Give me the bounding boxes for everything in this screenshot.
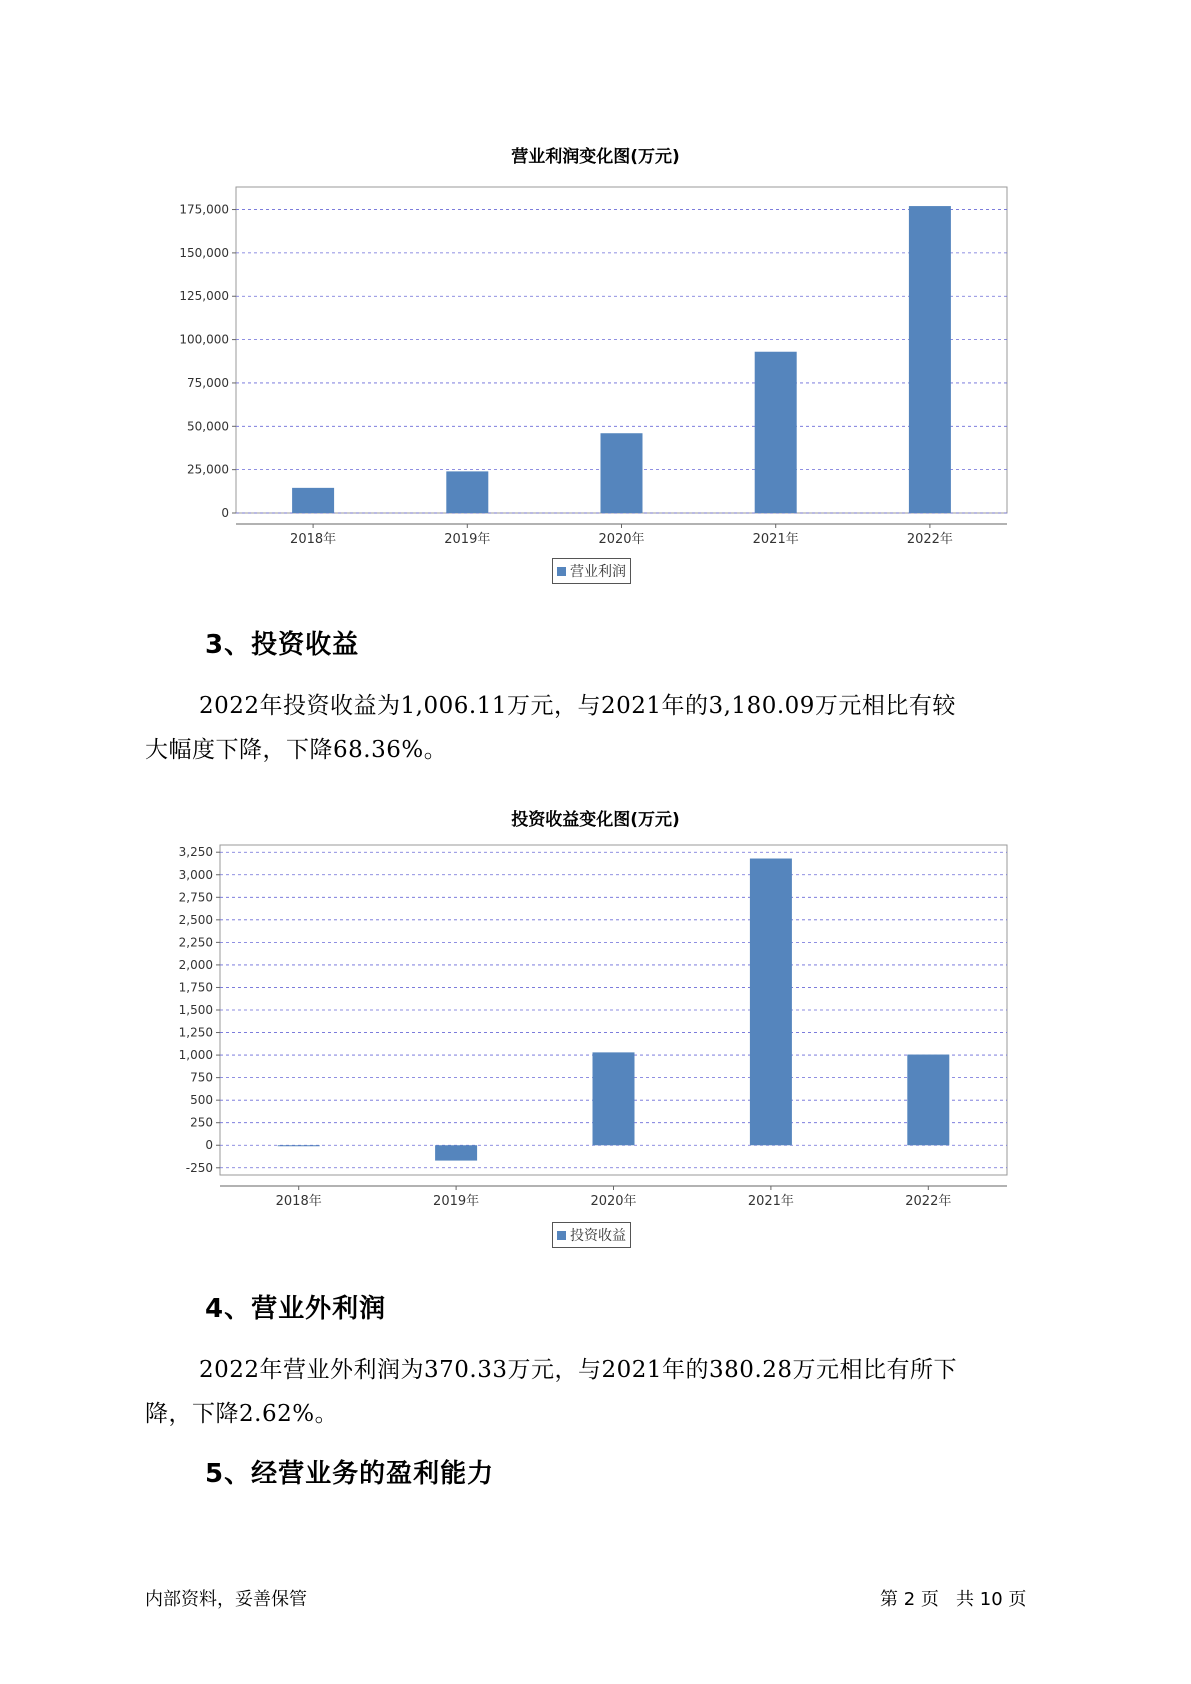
section-4-line1: 2022年营业外利润为370.33万元，与2021年的380.28万元相比有所下 — [199, 1357, 958, 1383]
y-tick-label: 500 — [190, 1093, 213, 1108]
x-tick-label: 2018年 — [290, 532, 337, 547]
chart2-legend — [552, 1222, 631, 1248]
chart1-legend-label: 营业利润 — [570, 564, 626, 580]
x-tick-label: 2022年 — [905, 1194, 952, 1209]
y-tick-label: 175,000 — [179, 202, 229, 217]
y-tick-label: 2,250 — [178, 935, 213, 950]
x-tick-label: 2020年 — [590, 1194, 637, 1209]
y-tick-label: 1,250 — [178, 1025, 213, 1040]
bar — [278, 1145, 320, 1146]
y-tick-label: 150,000 — [179, 245, 229, 260]
x-tick-label: 2021年 — [747, 1194, 794, 1209]
y-tick-label: 100,000 — [179, 332, 229, 347]
y-tick-label: 3,250 — [178, 845, 213, 860]
x-tick-label: 2020年 — [598, 532, 645, 547]
page-number: 第 2 页 共 10 页 — [880, 1589, 1027, 1610]
section-3-heading: 3、投资收益 — [205, 630, 360, 660]
section-4-heading: 4、营业外利润 — [205, 1294, 387, 1324]
y-tick-label: 750 — [190, 1070, 213, 1085]
y-tick-label: 125,000 — [179, 289, 229, 304]
section-5-heading: 5、经营业务的盈利能力 — [205, 1459, 495, 1489]
y-tick-label: -250 — [185, 1160, 213, 1175]
x-tick-label: 2019年 — [444, 532, 491, 547]
y-tick-label: 1,750 — [178, 980, 213, 995]
x-tick-label: 2019年 — [433, 1194, 480, 1209]
y-tick-label: 0 — [205, 1138, 213, 1153]
y-tick-label: 50,000 — [187, 419, 229, 434]
section-3-line1: 2022年投资收益为1,006.11万元，与2021年的3,180.09万元相比有较 — [199, 693, 956, 719]
x-tick-label: 2018年 — [275, 1194, 322, 1209]
y-tick-label: 75,000 — [187, 375, 229, 390]
y-tick-label: 1,500 — [178, 1003, 213, 1017]
bar — [907, 1055, 949, 1146]
footer-note: 内部资料，妥善保管 — [145, 1589, 307, 1610]
chart2-legend-label: 投资收益 — [570, 1228, 626, 1244]
bar — [750, 859, 792, 1146]
bar — [593, 1052, 635, 1145]
y-tick-label: 2,500 — [178, 912, 213, 927]
chart2-title: 投资收益变化图(万元) — [511, 810, 680, 830]
y-tick-label: 3,000 — [178, 867, 213, 882]
y-tick-label: 2,750 — [178, 890, 213, 905]
y-tick-label: 25,000 — [187, 462, 229, 477]
x-tick-label: 2022年 — [906, 532, 953, 547]
legend-swatch — [557, 1231, 566, 1240]
section-4-line2: 降，下降2.62%。 — [145, 1401, 339, 1427]
y-tick-label: 250 — [190, 1115, 213, 1130]
y-tick-label: 2,000 — [178, 957, 213, 972]
chart1-title: 营业利润变化图(万元) — [511, 147, 680, 167]
section-4-paragraph — [145, 1348, 1045, 1436]
y-tick-label: 1,000 — [178, 1048, 213, 1063]
y-tick-label: 0 — [221, 506, 229, 520]
section-3-line2: 大幅度下降，下降68.36%。 — [145, 737, 448, 763]
x-tick-label: 2021年 — [752, 532, 799, 547]
bar — [435, 1145, 477, 1160]
